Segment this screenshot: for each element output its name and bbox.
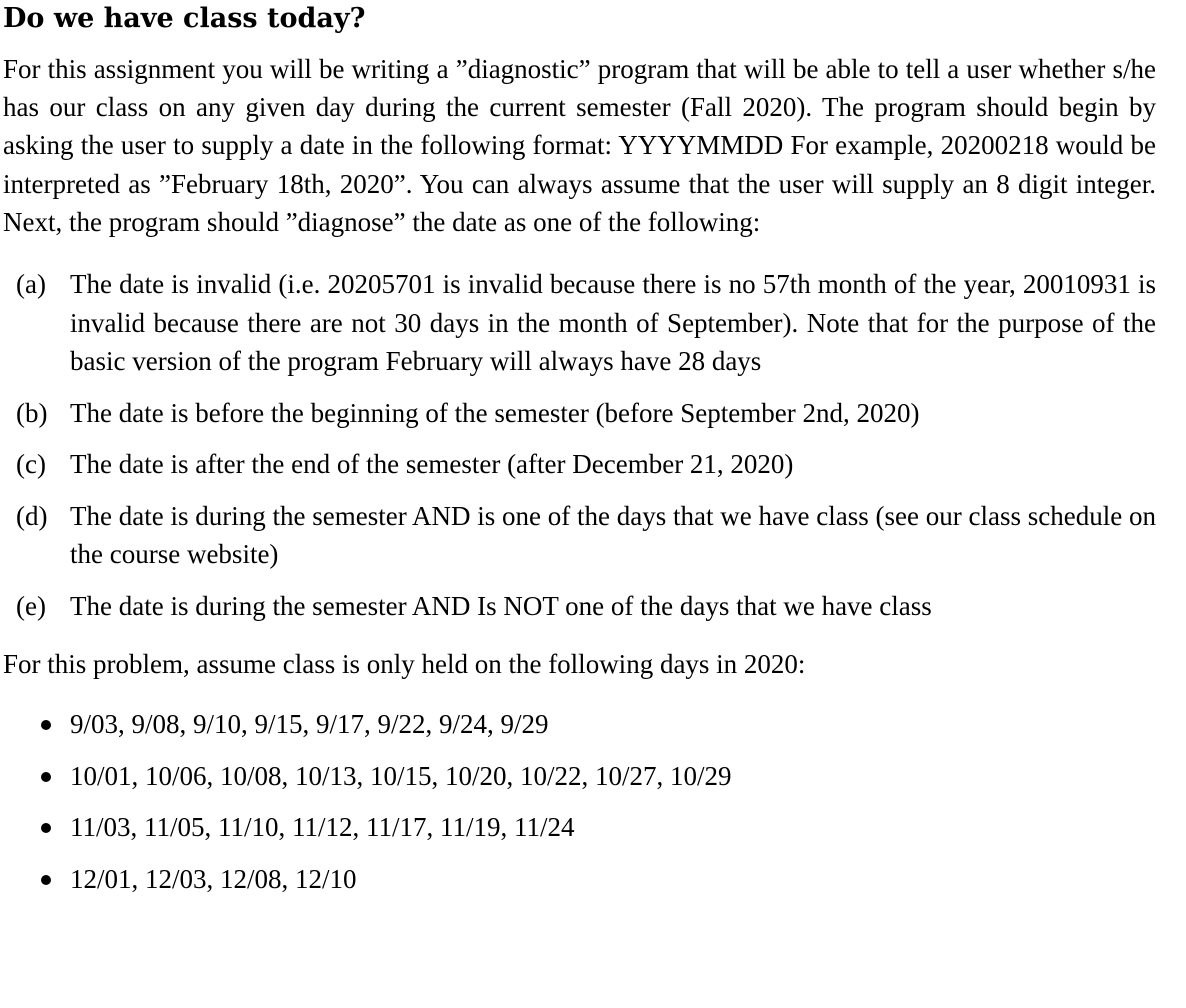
bullet-icon	[41, 772, 51, 782]
case-item-e	[3, 587, 1156, 626]
case-text: The date is invalid (i.e. 20205701 is invalid because there is no 57th month of the year, 20010931 is invalid because there are not 30 days in the month of September). Note that for the purpose of the basic version of the program February will always have 28 days	[70, 269, 1156, 377]
schedule-dates: 10/01, 10/06, 10/08, 10/13, 10/15, 10/20, 10/22, 10/27, 10/29	[70, 760, 732, 791]
schedule-dates: 11/03, 11/05, 11/10, 11/12, 11/17, 11/19, 11/24	[70, 812, 575, 843]
case-marker: (c)	[16, 449, 46, 480]
case-marker: (e)	[16, 590, 46, 621]
case-item-c	[3, 445, 1156, 484]
case-marker: (a)	[16, 269, 46, 300]
case-marker: (d)	[16, 500, 48, 531]
bullet-icon	[41, 720, 51, 730]
bullet-icon	[41, 875, 51, 885]
case-item-a	[3, 265, 1156, 381]
case-text: The date is after the end of the semester (after December 21, 2020)	[70, 449, 794, 480]
schedule-intro: For this problem, assume class is only held on the following days in 2020:	[3, 649, 806, 680]
case-text: The date is during the semester AND Is NOT one of the days that we have class	[70, 590, 932, 621]
case-text: The date is during the semester AND is one of the days that we have class (see our class schedule on the course website)	[70, 500, 1156, 570]
case-list	[3, 265, 1156, 625]
case-item-d	[3, 497, 1156, 574]
schedule-dates: 12/01, 12/03, 12/08, 12/10	[70, 863, 357, 894]
case-text: The date is before the beginning of the semester (before September 2nd, 2020)	[70, 397, 920, 428]
schedule-item-october	[3, 757, 1156, 795]
intro-paragraph: For this assignment you will be writing a ”diagnostic” program that will be able to tell a user whether s/he has our class on any given day during the current semester (Fall 2020). The program should begin by asking the user to supply a date in the following format: YYYYMMDD For example, 20200218 would be interpreted as ”February 18th, 2020”. You can always assume that the user will supply an 8 digit integer. Next, the program should ”diagnose” the date as one of the following:	[3, 54, 1156, 237]
page-title: Do we have class today?	[3, 3, 366, 34]
bullet-icon	[41, 823, 51, 833]
schedule-item-september	[3, 705, 1156, 743]
schedule-dates: 9/03, 9/08, 9/10, 9/15, 9/17, 9/22, 9/24, 9/29	[70, 709, 549, 740]
case-marker: (b)	[16, 397, 48, 428]
schedule-item-november	[3, 808, 1156, 846]
case-item-b	[3, 394, 1156, 433]
schedule-list	[3, 705, 1156, 898]
schedule-item-december	[3, 860, 1156, 898]
